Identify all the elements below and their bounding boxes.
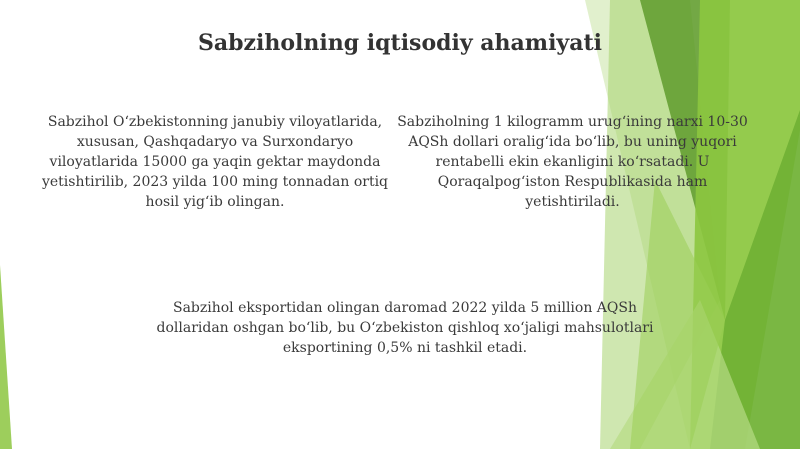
slide-title: Sabziholning iqtisodiy ahamiyati: [198, 30, 602, 56]
paragraph-left: Sabzihol O‘zbekistonning janubiy viloyatlarida, xususan, Qashqadaryo va Surxondaryo viloyatlarida 15000 ga yaqin gektar maydonda yetishtirilib, 2023 yilda 100 ming tonnadan ortiq hosil yig‘ib olingan.: [41, 114, 389, 210]
paragraph-right: Sabziholning 1 kilogramm urug‘ining narxi 10-30 AQSh dollari oralig‘ida bo‘lib, bu uning yuqori rentabelli ekin ekanligini ko‘rsatadi. U Qoraqalpog‘iston Respublikasida ham yetishtiriladi.: [397, 114, 748, 210]
paragraph-bottom: Sabzihol eksportidan olingan daromad 2022 yilda 5 million AQSh dollaridan oshgan bo‘lib, bu O‘zbekiston qishloq xo‘jaligi mahsulotlari eksportining 0,5% ni tashkil etadi.: [156, 300, 654, 356]
